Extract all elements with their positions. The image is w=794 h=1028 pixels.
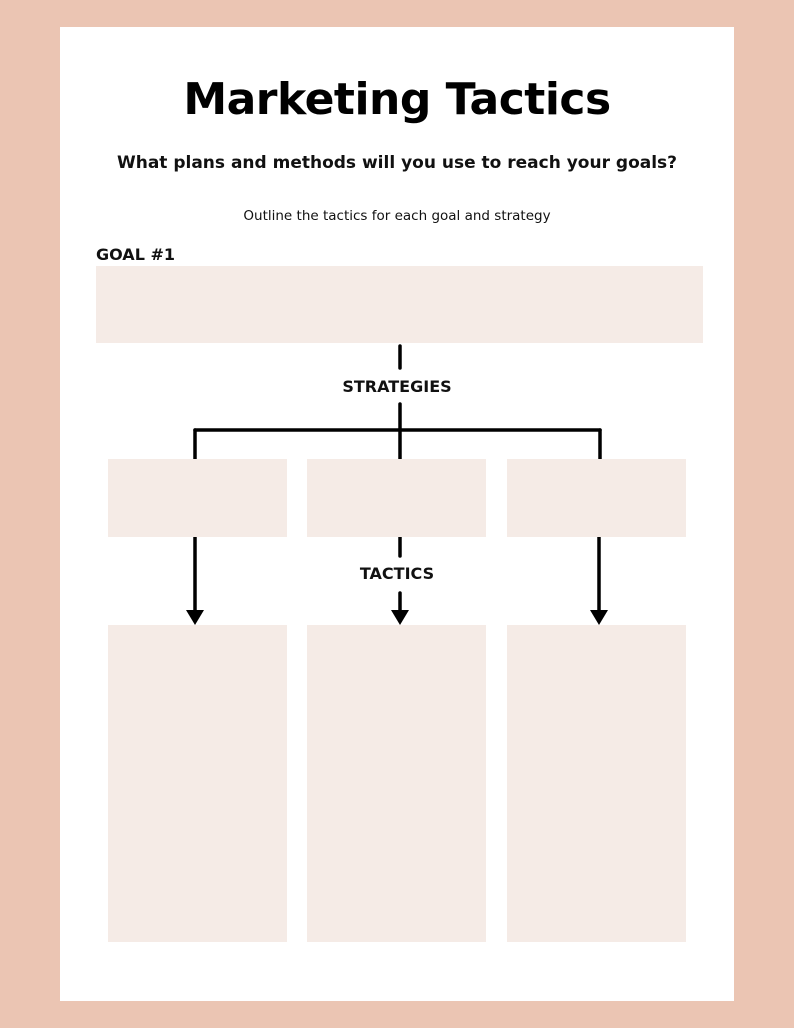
tactics-label: TACTICS xyxy=(359,564,435,583)
strategy-box-3[interactable] xyxy=(507,459,686,537)
arrowhead-right xyxy=(590,610,608,625)
tactics-box-1[interactable] xyxy=(108,625,287,942)
arrowhead-center xyxy=(391,610,409,625)
page-title: Marketing Tactics xyxy=(183,74,611,125)
strategies-label: STRATEGIES xyxy=(342,377,452,396)
arrowhead-left xyxy=(186,610,204,625)
goal-label: GOAL #1 xyxy=(96,245,175,264)
strategy-box-2[interactable] xyxy=(307,459,486,537)
tactics-box-2[interactable] xyxy=(307,625,486,942)
tactics-box-3[interactable] xyxy=(507,625,686,942)
page-subtitle: What plans and methods will you use to reach your goals? xyxy=(116,153,678,173)
instruction-text: Outline the tactics for each goal and strategy xyxy=(243,208,551,224)
strategy-box-1[interactable] xyxy=(108,459,287,537)
